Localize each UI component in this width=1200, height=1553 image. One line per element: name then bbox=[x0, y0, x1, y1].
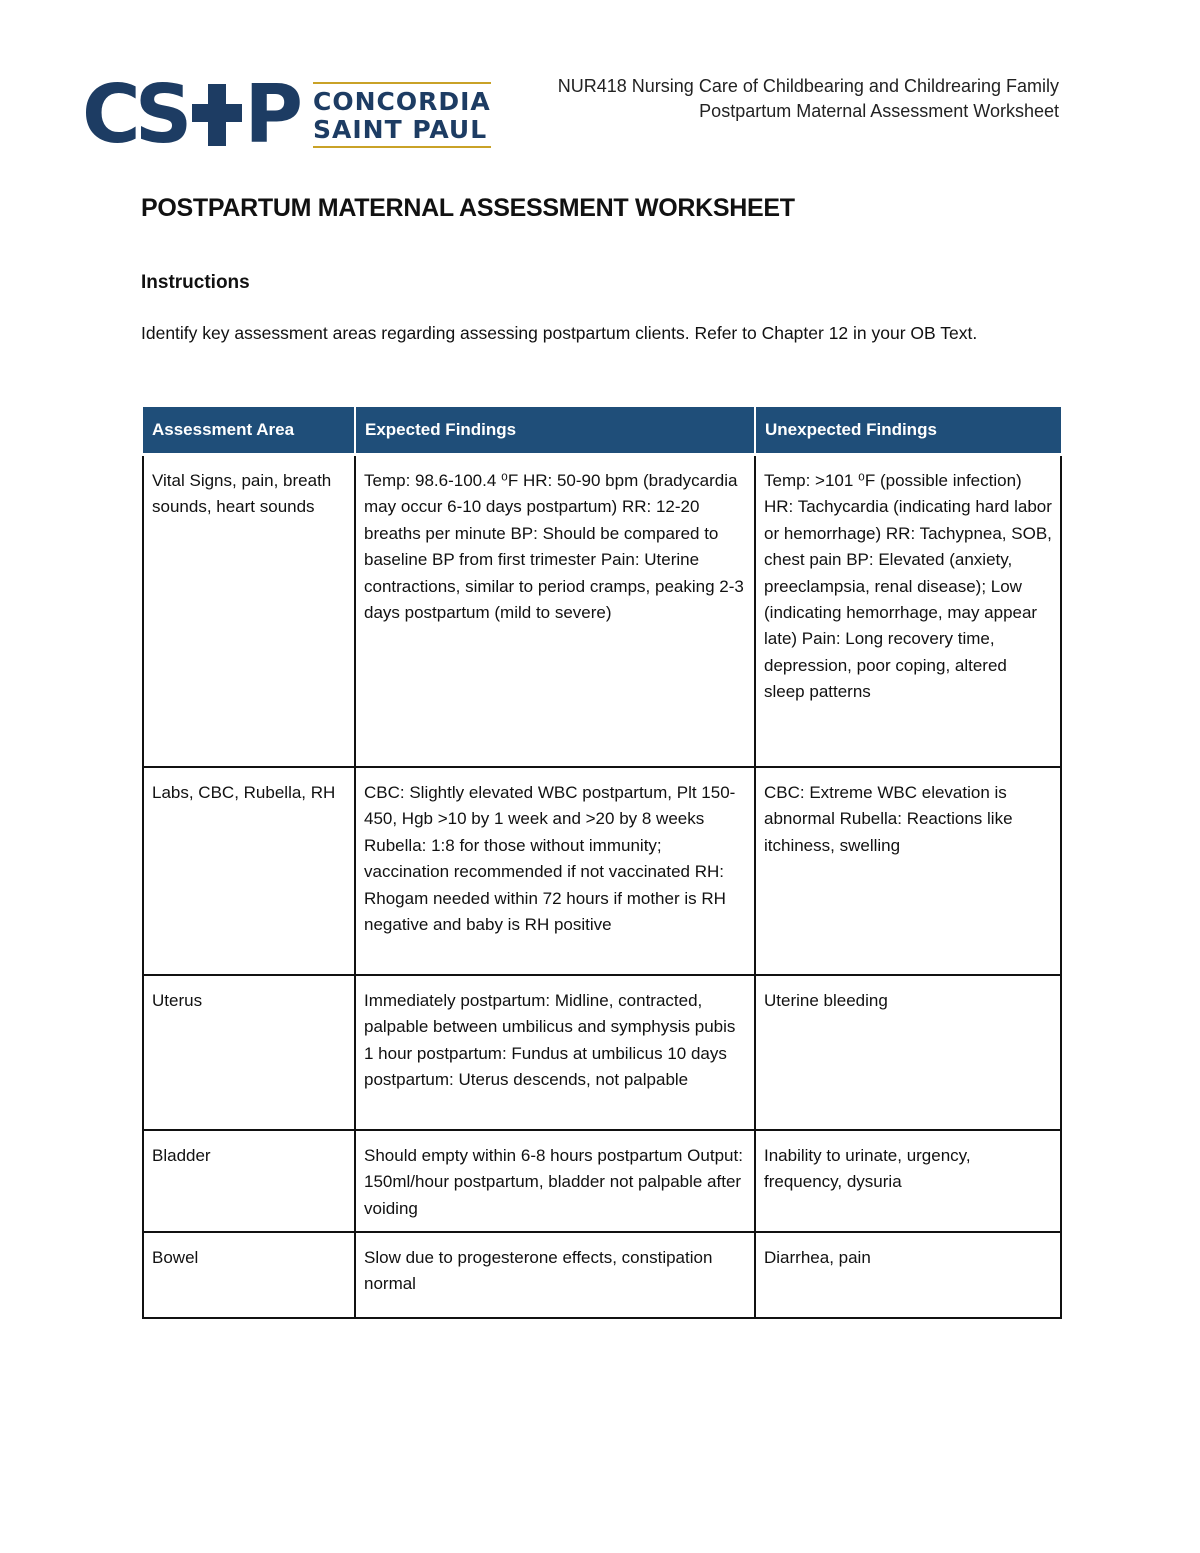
table-row bbox=[143, 1130, 1061, 1232]
expected-findings-cell: Slow due to progesterone effects, constipation normal bbox=[355, 1232, 755, 1318]
header-unexpected-findings: Unexpected Findings bbox=[755, 407, 1061, 455]
table-header-row bbox=[143, 407, 1061, 455]
assessment-table bbox=[142, 407, 1062, 1319]
assessment-area-cell: Bowel bbox=[143, 1232, 355, 1318]
assessment-area-cell: Vital Signs, pain, breath sounds, heart sounds bbox=[143, 455, 355, 768]
expected-findings-cell: Should empty within 6-8 hours postpartum Output: 150ml/hour postpartum, bladder not palpable after voiding bbox=[355, 1130, 755, 1232]
table-row bbox=[143, 455, 1061, 768]
assessment-area-cell: Uterus bbox=[143, 975, 355, 1130]
table-row bbox=[143, 975, 1061, 1130]
assessment-area-cell: Bladder bbox=[143, 1130, 355, 1232]
unexpected-findings-cell: CBC: Extreme WBC elevation is abnormal Rubella: Reactions like itchiness, swelling bbox=[755, 767, 1061, 975]
logo-plus-icon bbox=[188, 82, 246, 148]
logo-line-2: SAINT PAUL bbox=[312, 115, 488, 144]
logo-mark-p: P bbox=[244, 68, 297, 161]
document-title: POSTPARTUM MATERNAL ASSESSMENT WORKSHEET bbox=[141, 194, 795, 222]
unexpected-findings-cell: Uterine bleeding bbox=[755, 975, 1061, 1130]
running-header bbox=[558, 74, 1059, 124]
header-assessment-area: Assessment Area bbox=[143, 407, 355, 455]
unexpected-findings-cell: Diarrhea, pain bbox=[755, 1232, 1061, 1318]
assessment-area-cell: Labs, CBC, Rubella, RH bbox=[143, 767, 355, 975]
instructions-text: Identify key assessment areas regarding assessing postpartum clients. Refer to Chapter 12 in your OB Text. bbox=[141, 323, 978, 343]
header-expected-findings: Expected Findings bbox=[355, 407, 755, 455]
logo-mark bbox=[82, 68, 297, 161]
expected-findings-cell: CBC: Slightly elevated WBC postpartum, Plt 150-450, Hgb >10 by 1 week and >20 by 8 weeks Rubella: 1:8 for those without immunity; vaccination recommended if not vaccinated RH: Rhogam needed within 72 hours if mother is RH negative and baby is RH positive bbox=[355, 767, 755, 975]
expected-findings-cell: Immediately postpartum: Midline, contracted, palpable between umbilicus and symphysis pubis 1 hour postpartum: Fundus at umbilicus 10 days postpartum: Uterus descends, not palpable bbox=[355, 975, 755, 1130]
table-row bbox=[143, 767, 1061, 975]
logo-line-1: CONCORDIA bbox=[312, 87, 491, 116]
table-row bbox=[143, 1232, 1061, 1318]
instructions-heading: Instructions bbox=[141, 272, 250, 293]
logo-wordmark bbox=[313, 82, 491, 148]
course-title: NUR418 Nursing Care of Childbearing and Childrearing Family bbox=[557, 76, 1059, 96]
csp-logo bbox=[82, 68, 491, 161]
unexpected-findings-cell: Inability to urinate, urgency, frequency, dysuria bbox=[755, 1130, 1061, 1232]
logo-mark-c: C bbox=[82, 68, 135, 161]
logo-mark-s: S bbox=[134, 68, 187, 161]
expected-findings-cell: Temp: 98.6-100.4 ⁰F HR: 50-90 bpm (bradycardia may occur 6-10 days postpartum) RR: 12-20 breaths per minute BP: Should be compared to baseline BP from first trimester Pain: Uterine contractions, similar to period cramps, peaking 2-3 days postpartum (mild to severe) bbox=[355, 455, 755, 768]
unexpected-findings-cell: Temp: >101 ⁰F (possible infection) HR: Tachycardia (indicating hard labor or hemorrhage) RR: Tachypnea, SOB, chest pain BP: Elevated (anxiety, preeclampsia, renal disease); Low (indicating hemorrhage, may appear late) Pain: Long recovery time, depression, poor coping, altered sleep patterns bbox=[755, 455, 1061, 768]
worksheet-subtitle: Postpartum Maternal Assessment Worksheet bbox=[699, 101, 1059, 121]
